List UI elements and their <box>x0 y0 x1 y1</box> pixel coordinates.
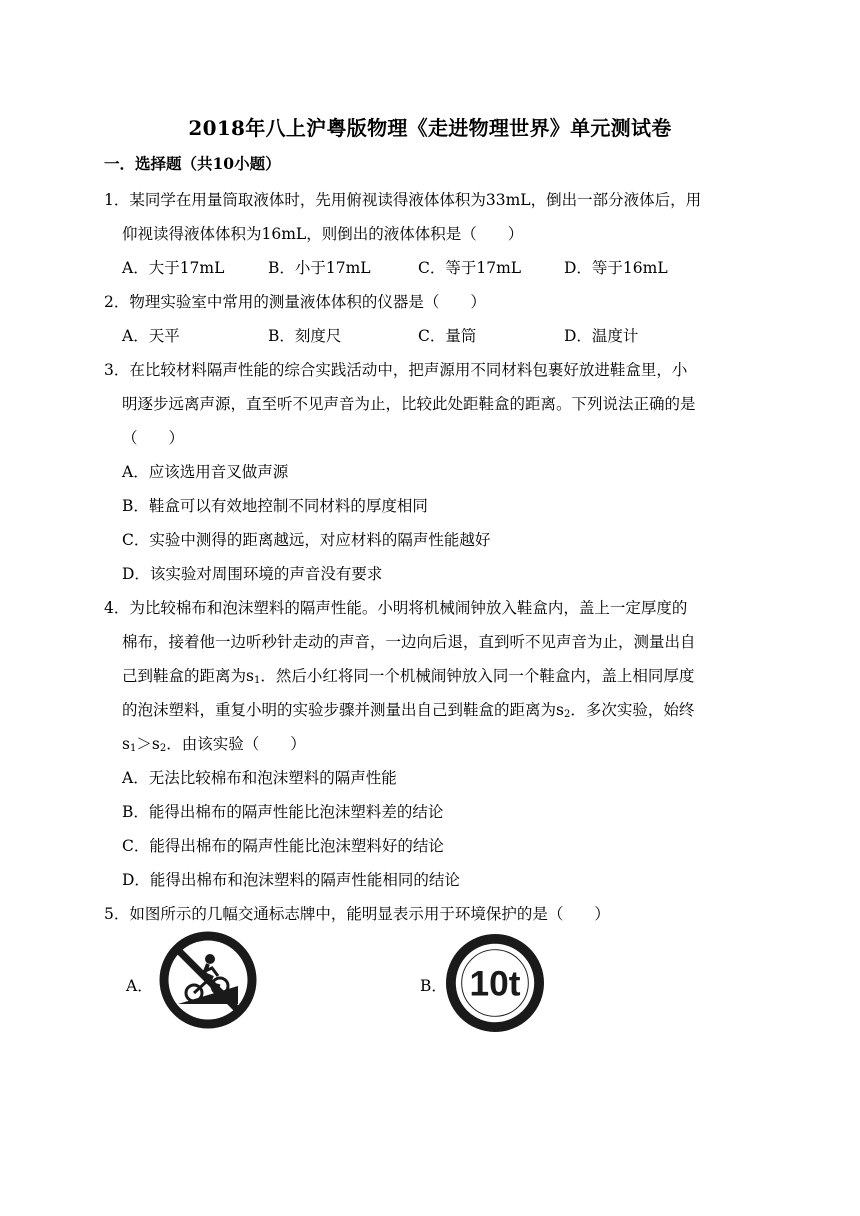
q1-option-c[interactable]: C．等于17mL <box>418 259 522 277</box>
q4-option-c[interactable]: C．能得出棉布的隔声性能比泡沫塑料好的结论 <box>122 837 444 855</box>
no-bicycle-sign-icon <box>158 930 258 1030</box>
q1-option-b[interactable]: B．小于17mL <box>268 259 371 277</box>
q3-option-d[interactable]: D．该实验对周围环境的声音没有要求 <box>122 565 383 583</box>
q1-line-1: 1．某同学在用量筒取液体时，先用俯视读得液体体积为33mL，倒出一部分液体后，用 <box>104 191 702 209</box>
q4-option-a[interactable]: A．无法比较棉布和泡沫塑料的隔声性能 <box>122 769 397 787</box>
q4-option-b[interactable]: B．能得出棉布的隔声性能比泡沫塑料差的结论 <box>122 803 444 821</box>
q3-option-a[interactable]: A．应该选用音叉做声源 <box>122 463 289 481</box>
q4-line-5-s: s <box>122 735 130 753</box>
q1-option-a[interactable]: A．大于17mL <box>122 259 225 277</box>
q1-line-2: 仰视读得液体体积为16mL，则倒出的液体体积是（ ） <box>122 225 524 243</box>
weight-limit-sign-icon <box>446 934 544 1032</box>
subscript-1: 1 <box>253 675 261 686</box>
q4-line-1: 4．为比较棉布和泡沫塑料的隔声性能。小明将机械闹钟放入鞋盒内，盖上一定厚度的 <box>104 599 688 617</box>
subscript-2: 2 <box>159 743 167 754</box>
weight-limit-text: 10t <box>469 964 521 1004</box>
q4-line-3 <box>122 664 694 686</box>
q5-line-1: 5．如图所示的几幅交通标志牌中，能明显表示用于环境保护的是（ ） <box>104 905 610 923</box>
q3-line-3: （ ） <box>122 429 185 447</box>
q4-line-3-end: ．然后小红将同一个机械闹钟放入同一个鞋盒内，盖上相同厚度 <box>260 667 695 685</box>
q4-line-5-end: ．由该实验（ ） <box>166 735 306 753</box>
q2-option-d[interactable]: D．温度计 <box>564 327 639 345</box>
q2-line-1: 2．物理实验室中常用的测量液体体积的仪器是（ ） <box>104 293 486 311</box>
q2-option-b[interactable]: B．刻度尺 <box>268 327 342 345</box>
q4-line-4-end: ．多次实验，始终 <box>570 701 695 719</box>
q3-line-1: 3．在比较材料隔声性能的综合实践活动中，把声源用不同材料包裹好放进鞋盒里，小 <box>104 361 688 379</box>
q3-option-b[interactable]: B．鞋盒可以有效地控制不同材料的厚度相同 <box>122 497 428 515</box>
q1-option-d[interactable]: D．等于16mL <box>564 259 668 277</box>
q5-option-b-label[interactable]: B． <box>420 977 447 995</box>
section-heading: 一．选择题（共10小题） <box>104 154 281 173</box>
q4-line-2: 棉布，接着他一边听秒针走动的声音，一边向后退，直到听不见声音为止，测量出自 <box>122 633 696 651</box>
q3-option-c[interactable]: C．实验中测得的距离越远，对应材料的隔声性能越好 <box>122 531 491 549</box>
q2-option-a[interactable]: A．天平 <box>122 327 180 345</box>
subscript-2: 2 <box>563 709 571 720</box>
q4-line-3-start: 己到鞋盒的距离为s <box>122 667 254 685</box>
q3-line-2: 明逐步远离声源，直至听不见声音为止，比较此处距鞋盒的距离。下列说法正确的是 <box>122 395 696 413</box>
page-title: 2018年八上沪粤版物理《走进物理世界》单元测试卷 <box>188 116 672 140</box>
q4-line-5 <box>122 732 306 754</box>
q4-line-4 <box>122 698 694 720</box>
q5-option-a-label[interactable]: A． <box>126 977 153 995</box>
q4-line-5-gt: ＞s <box>136 735 160 753</box>
q4-line-4-start: 的泡沫塑料，重复小明的实验步骤并测量出自己到鞋盒的距离为s <box>122 701 564 719</box>
q2-option-c[interactable]: C．量筒 <box>418 327 477 345</box>
q4-option-d[interactable]: D．能得出棉布和泡沫塑料的隔声性能相同的结论 <box>122 871 460 889</box>
subscript-1: 1 <box>129 743 137 754</box>
